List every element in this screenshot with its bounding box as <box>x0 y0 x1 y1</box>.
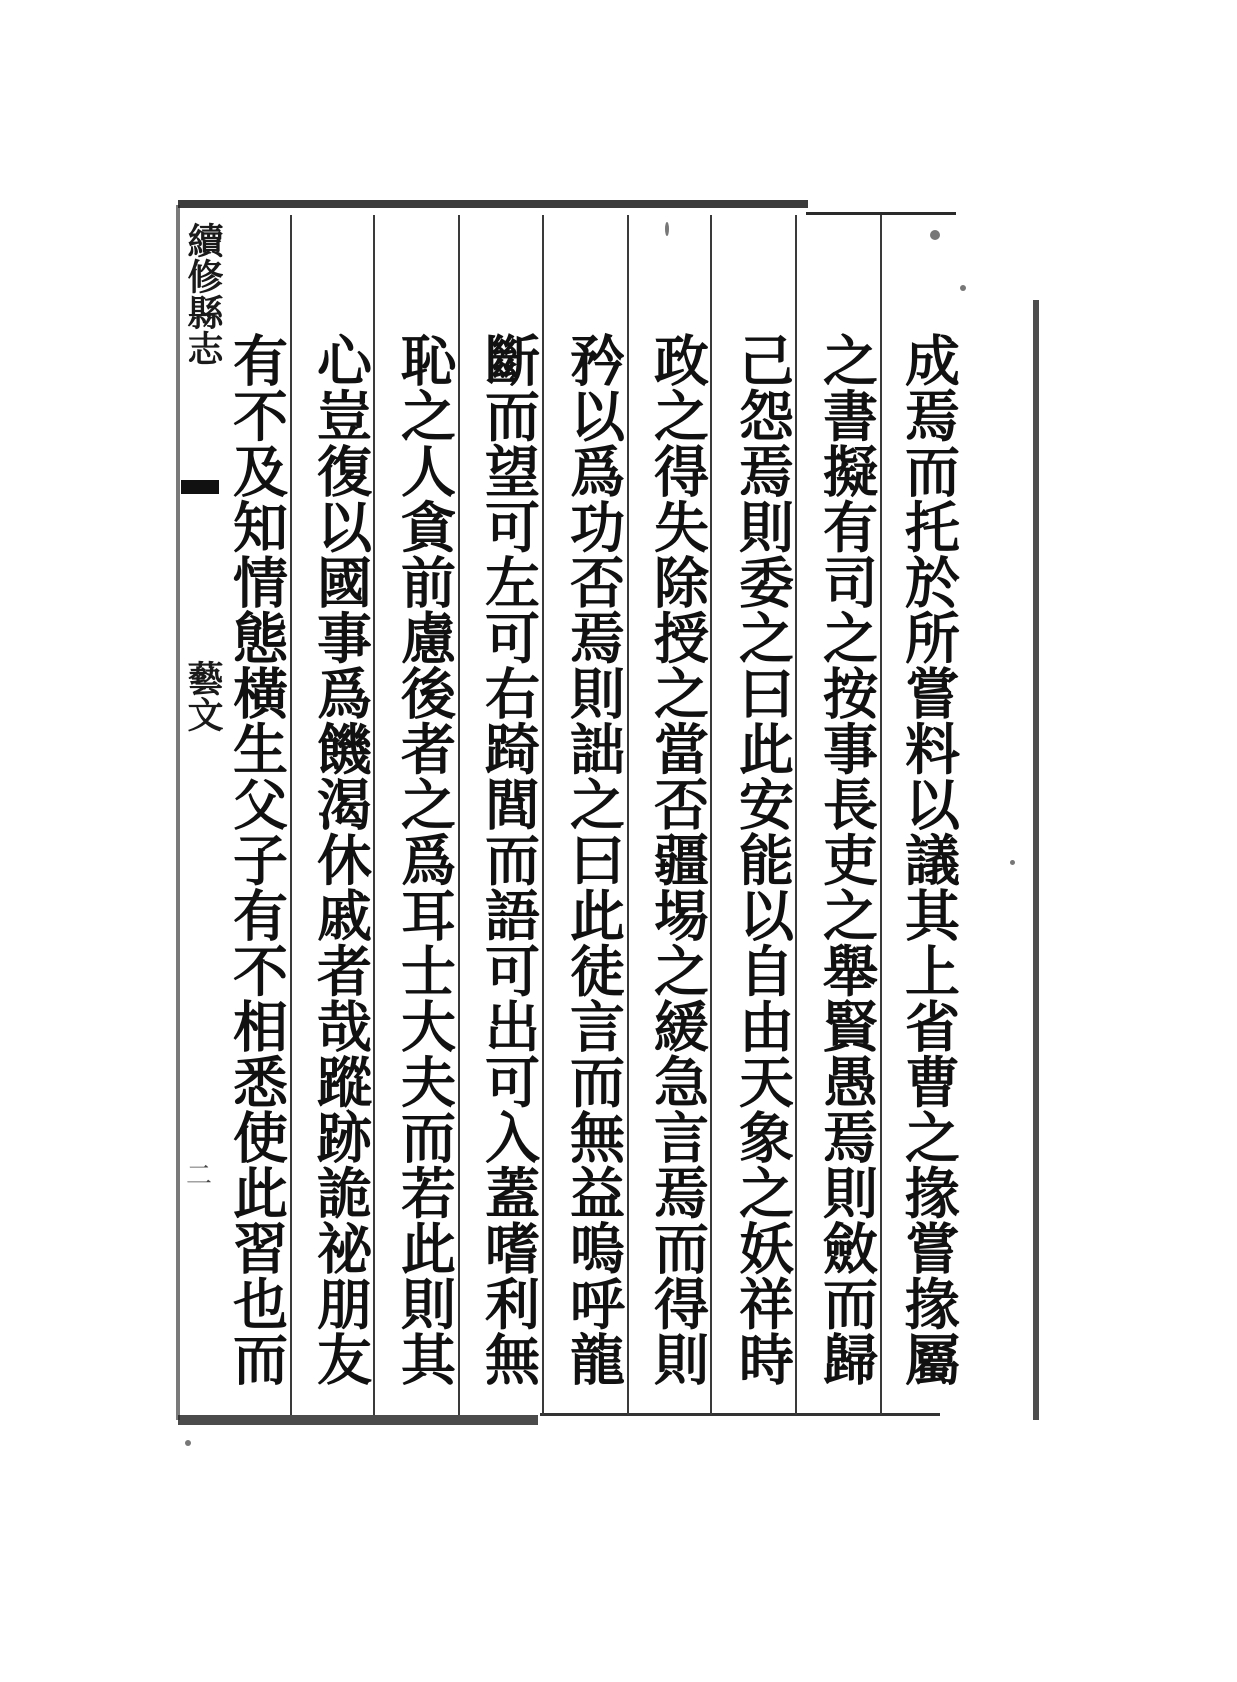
scan-speck <box>960 285 966 291</box>
text-column-1: 成焉而托於所嘗料以議其上省曹之掾嘗掾屬 <box>896 332 961 1387</box>
gutter-section: 藝文 <box>182 660 224 732</box>
scan-speck <box>930 230 940 240</box>
text-column-6: 斷而望可左可右踦閭而語可出可入蓋嗜利無 <box>476 332 541 1387</box>
text-column-2: 之書擬有司之按事長吏之舉賢愚焉則斂而歸 <box>814 332 879 1387</box>
block-bottom-border <box>178 1415 538 1425</box>
block-right-border <box>1033 300 1039 1420</box>
text-column-9: 有不及知情態橫生父子有不相悉使此習也而 <box>224 332 289 1387</box>
block-top-border <box>178 200 808 208</box>
scan-speck <box>185 1440 191 1446</box>
scan-speck <box>1010 860 1015 865</box>
gutter-folio-number: 二 <box>185 1161 212 1191</box>
text-column-4: 政之得失除授之當否疆埸之緩急言焉而得則 <box>645 332 710 1387</box>
gutter-fishtail <box>181 480 219 494</box>
text-column-5: 矜以爲功否焉則詘之曰此徒言而無益嗚呼龍 <box>561 332 626 1387</box>
scan-speck <box>665 222 669 236</box>
text-column-7: 恥之人貪前慮後者之爲耳士大夫而若此則其 <box>392 332 457 1387</box>
text-column-8: 心豈復以國事爲饑渴休戚者哉蹤跡詭祕朋友 <box>308 332 373 1387</box>
gutter-title: 續修縣志 <box>182 222 224 366</box>
text-column-3: 己怨焉則委之曰此安能以自由天象之妖祥時 <box>730 332 795 1387</box>
